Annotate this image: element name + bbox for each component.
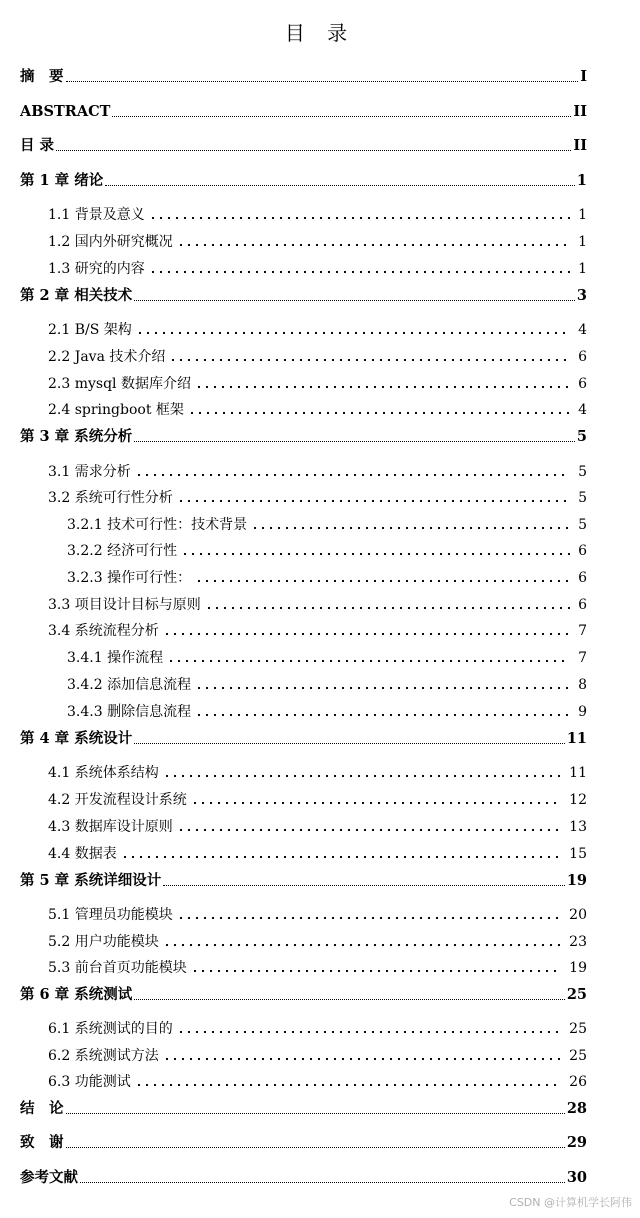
toc-entry[interactable] <box>20 136 587 156</box>
toc-entry-label: 5.2 用户功能模块 <box>48 934 159 950</box>
toc-entry-page: 6 <box>578 570 587 586</box>
toc-dot-leader <box>135 1083 561 1087</box>
toc-entry-label: 结 论 <box>20 1100 64 1117</box>
toc-entry-page: 8 <box>578 677 587 693</box>
toc-entry[interactable] <box>48 844 587 864</box>
toc-entry-page: 5 <box>576 428 587 445</box>
toc-entry-page: 12 <box>569 792 587 808</box>
toc-entry[interactable] <box>48 790 587 810</box>
toc-entry-label: 第 2 章 相关技术 <box>20 287 133 304</box>
toc-dot-leader <box>205 606 570 610</box>
toc-entry-label: 2.1 B/S 架构 <box>48 322 132 338</box>
toc-dot-leader <box>177 243 570 247</box>
toc-entry[interactable] <box>20 427 587 447</box>
toc-entry-label: 3.1 需求分析 <box>48 464 131 480</box>
toc-entry-page: 19 <box>569 960 587 976</box>
toc-entry-label: 1.2 国内外研究概况 <box>48 234 173 250</box>
toc-entry-label: 3.3 项目设计目标与原则 <box>48 597 201 613</box>
toc-entry-page: 1 <box>578 207 587 223</box>
toc-entry-label: 3.2.1 技术可行性：技术背景 <box>67 517 248 533</box>
toc-dot-leader <box>195 713 570 717</box>
toc-entry[interactable] <box>67 648 587 668</box>
toc-entry[interactable] <box>48 905 587 925</box>
toc-dot-leader <box>134 437 575 442</box>
toc-dot-leader <box>163 943 561 947</box>
toc-entry[interactable] <box>20 1133 587 1153</box>
toc-entry-page: 7 <box>578 650 587 666</box>
toc-entry-page: 28 <box>566 1100 587 1117</box>
toc-dot-leader <box>177 828 561 832</box>
toc-entry[interactable] <box>20 1099 587 1119</box>
toc-dot-leader <box>66 1143 565 1148</box>
toc-entry-page: 6 <box>578 376 587 392</box>
toc-entry[interactable] <box>20 871 587 891</box>
toc-entry-label: 第 1 章 绪论 <box>20 172 104 189</box>
toc-dot-leader <box>181 552 570 556</box>
toc-entry[interactable] <box>67 568 587 588</box>
toc-entry-label: ABSTRACT <box>20 103 111 120</box>
toc-entry[interactable] <box>48 320 587 340</box>
toc-dot-leader <box>167 659 570 663</box>
toc-entry-label: 目 录 <box>20 137 55 154</box>
toc-dot-leader <box>134 739 565 744</box>
toc-entry-page: 11 <box>566 730 587 747</box>
toc-entry[interactable] <box>20 102 587 122</box>
toc-entry[interactable] <box>20 286 587 306</box>
toc-entry-page: 9 <box>578 704 587 720</box>
toc-dot-leader <box>177 916 561 920</box>
toc-entry-label: 6.1 系统测试的目的 <box>48 1021 173 1037</box>
toc-entry-label: 参考文献 <box>20 1169 78 1186</box>
toc-entry-page: II <box>573 137 587 154</box>
toc-entry[interactable] <box>20 985 587 1005</box>
toc-entry-page: 1 <box>576 172 587 189</box>
toc-entry[interactable] <box>20 67 587 87</box>
toc-dot-leader <box>134 296 575 301</box>
toc-entry-label: 第 6 章 系统测试 <box>20 986 133 1003</box>
toc-dot-leader <box>80 1178 565 1183</box>
toc-entry[interactable] <box>20 729 587 749</box>
toc-entry[interactable] <box>67 675 587 695</box>
toc-dot-leader <box>105 181 575 186</box>
toc-dot-leader <box>66 1109 565 1114</box>
toc-entry-label: 1.3 研究的内容 <box>48 261 145 277</box>
toc-dot-leader <box>163 632 570 636</box>
toc-entry[interactable] <box>48 400 587 420</box>
toc-entry[interactable] <box>48 462 587 482</box>
toc-entry[interactable] <box>48 347 587 367</box>
toc-entry-label: 3.2.3 操作可行性： <box>67 570 192 586</box>
toc-entry[interactable] <box>20 171 587 191</box>
toc-dot-leader <box>177 1030 561 1034</box>
toc-entry-page: 5 <box>578 517 587 533</box>
toc-entry-label: 1.1 背景及意义 <box>48 207 145 223</box>
toc-entry-label: 3.2 系统可行性分析 <box>48 490 173 506</box>
toc-entry-page: 13 <box>569 819 587 835</box>
toc-entry-label: 4.1 系统体系结构 <box>48 765 159 781</box>
toc-entry[interactable] <box>48 817 587 837</box>
toc-entry[interactable] <box>48 1019 587 1039</box>
toc-entry-label: 2.2 Java 技术介绍 <box>48 349 166 365</box>
toc-dot-leader <box>112 112 571 117</box>
toc-entry-page: 25 <box>569 1048 587 1064</box>
toc-entry[interactable] <box>67 702 587 722</box>
toc-dot-leader <box>191 969 561 973</box>
toc-entry-label: 5.1 管理员功能模块 <box>48 907 173 923</box>
toc-entry-page: 6 <box>578 543 587 559</box>
toc-dot-leader <box>188 411 570 415</box>
toc-entry-label: 3.2.2 经济可行性 <box>67 543 178 559</box>
toc-entry-page: 5 <box>578 490 587 506</box>
toc-dot-leader <box>251 526 570 530</box>
toc-dot-leader <box>136 331 570 335</box>
toc-dot-leader <box>149 270 570 274</box>
toc-entry-label: 第 3 章 系统分析 <box>20 428 133 445</box>
toc-entry-page: 7 <box>578 623 587 639</box>
toc-entry[interactable] <box>48 1072 587 1092</box>
toc-entry-label: 6.3 功能测试 <box>48 1074 131 1090</box>
toc-entry-page: 29 <box>566 1134 587 1151</box>
toc-entry[interactable] <box>20 1168 587 1188</box>
toc-entry-label: 第 5 章 系统详细设计 <box>20 872 162 889</box>
toc-entry-label: 第 4 章 系统设计 <box>20 730 133 747</box>
toc-entry-page: 20 <box>569 907 587 923</box>
toc-entry-page: 4 <box>578 322 587 338</box>
toc-dot-leader <box>177 499 570 503</box>
toc-entry-page: 11 <box>569 765 587 781</box>
page-title: 目 录 <box>284 21 356 45</box>
toc-entry[interactable] <box>48 595 587 615</box>
toc-entry-page: 25 <box>566 986 587 1003</box>
toc-entry-label: 4.4 数据表 <box>48 846 117 862</box>
toc-dot-leader <box>195 385 570 389</box>
toc-entry[interactable] <box>48 488 587 508</box>
toc-dot-leader <box>191 801 561 805</box>
toc-entry-label: 3.4.3 删除信息流程 <box>67 704 192 720</box>
toc-entry-page: 1 <box>578 234 587 250</box>
toc-entry-label: 6.2 系统测试方法 <box>48 1048 159 1064</box>
toc-dot-leader <box>134 995 565 1000</box>
toc-entry-page: 23 <box>569 934 587 950</box>
toc-entry-label: 摘 要 <box>20 68 64 85</box>
toc-dot-leader <box>163 881 565 886</box>
toc-entry[interactable] <box>48 958 587 978</box>
toc-dot-leader <box>135 473 570 477</box>
toc-entry-label: 3.4 系统流程分析 <box>48 623 159 639</box>
toc-entry-page: 1 <box>578 261 587 277</box>
toc-entry-page: 5 <box>578 464 587 480</box>
toc-entry-label: 3.4.1 操作流程 <box>67 650 164 666</box>
toc-entry[interactable] <box>67 515 587 535</box>
toc-entry[interactable] <box>67 541 587 561</box>
toc-entry-label: 2.4 springboot 框架 <box>48 402 184 418</box>
toc-entry-page: 6 <box>578 597 587 613</box>
toc-entry-page: 26 <box>569 1074 587 1090</box>
toc-entry[interactable] <box>48 621 587 641</box>
toc-entry[interactable] <box>48 932 587 952</box>
toc-entry-label: 5.3 前台首页功能模块 <box>48 960 187 976</box>
toc-entry-page: 4 <box>578 402 587 418</box>
toc-entry-page: 19 <box>566 872 587 889</box>
toc-dot-leader <box>121 855 561 859</box>
toc-entry[interactable] <box>48 1046 587 1066</box>
toc-entry-page: 15 <box>569 846 587 862</box>
toc-entry-page: 30 <box>566 1169 587 1186</box>
toc-entry[interactable] <box>48 205 587 225</box>
toc-entry-page: 3 <box>576 287 587 304</box>
toc-dot-leader <box>149 216 570 220</box>
toc-dot-leader <box>195 686 570 690</box>
toc-entry-label: 3.4.2 添加信息流程 <box>67 677 192 693</box>
toc-entry-label: 4.3 数据库设计原则 <box>48 819 173 835</box>
toc-dot-leader <box>56 146 571 151</box>
toc-dot-leader <box>66 77 579 82</box>
toc-entry-page: I <box>580 68 587 85</box>
toc-entry[interactable] <box>48 763 587 783</box>
toc-dot-leader <box>195 579 570 583</box>
toc-dot-leader <box>169 358 570 362</box>
toc-entry-label: 致 谢 <box>20 1134 64 1151</box>
toc-entry[interactable] <box>48 232 587 252</box>
toc-dot-leader <box>163 1057 561 1061</box>
toc-entry-label: 4.2 开发流程设计系统 <box>48 792 187 808</box>
watermark: CSDN @计算机学长阿伟 <box>509 1196 632 1209</box>
toc-entry-page: II <box>573 103 587 120</box>
toc-dot-leader <box>163 774 561 778</box>
toc-entry-label: 2.3 mysql 数据库介绍 <box>48 376 191 392</box>
toc-entry[interactable] <box>48 374 587 394</box>
toc-entry-page: 6 <box>578 349 587 365</box>
toc-entry[interactable] <box>48 259 587 279</box>
toc-entry-page: 25 <box>569 1021 587 1037</box>
